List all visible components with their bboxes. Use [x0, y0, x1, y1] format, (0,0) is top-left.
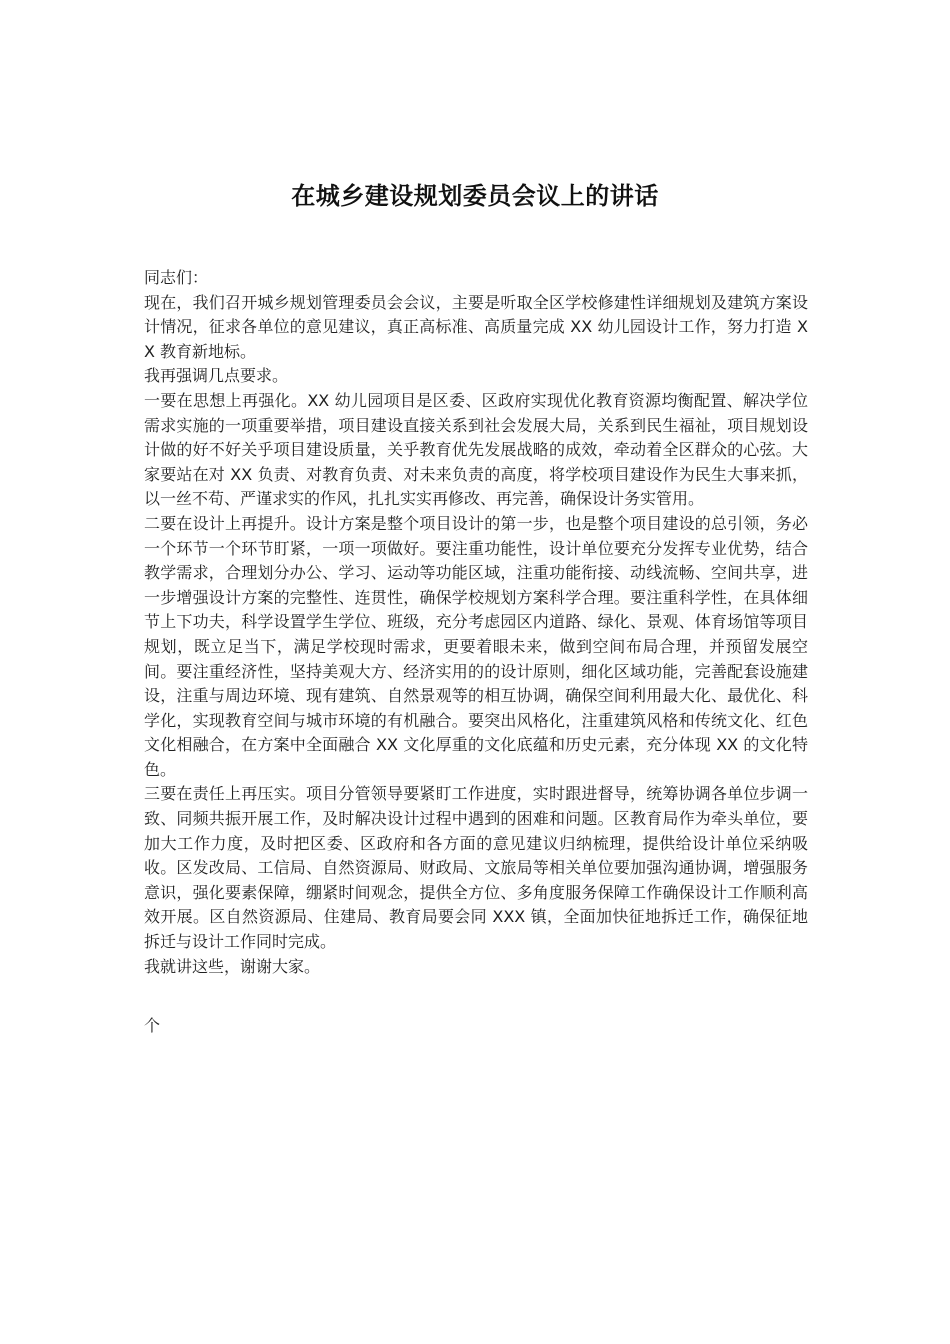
document-title: 在城乡建设规划委员会议上的讲话 [291, 182, 659, 210]
paragraph-point-one: 一要在思想上再强化。XX 幼儿园项目是区委、区政府实现优化教育资源均衡配置、解决学位需求实施的一项重要举措，项目建设直接关系到社会发展大局，关系到民生福祉，项目规划设计做的好不好关乎项目建设质量，关乎教育优先发展战略的成效，牵动着全区群众的心弦。大家要站在对 XX 负责、对教育负责、对未来负责的高度，将学校项目建设作为民生大事来抓，以一丝不苟、严谨求实的作风，扎扎实实再修改、再完善，确保设计务实管用。 [144, 390, 808, 509]
paragraph-intro: 现在，我们召开城乡规划管理委员会会议，主要是听取全区学校修建性详细规划及建筑方案设计情况，征求各单位的意见建议，真正高标准、高质量完成 XX 幼儿园设计工作，努力打造 XX 教育新地标。 [144, 292, 808, 361]
salutation: 同志们： [144, 268, 209, 287]
end-mark: 个 [144, 1016, 161, 1035]
paragraph-point-two: 二要在设计上再提升。设计方案是整个项目设计的第一步，也是整个项目建设的总引领，务必一个环节一个环节盯紧，一项一项做好。要注重功能性，设计单位要充分发挥专业优势，结合教学需求，合理划分办公、学习、运动等功能区域，注重功能衔接、动线流畅、空间共享，进一步增强设计方案的完整性、连贯性，确保学校规划方案科学合理。要注重科学性，在具体细节上下功夫，科学设置学生学位、班级，充分考虑园区内道路、绿化、景观、体育场馆等项目规划，既立足当下，满足学校现时需求，更要着眼未来，做到空间布局合理，并预留发展空间。要注重经济性，坚持美观大方、经济实用的的设计原则，细化区域功能，完善配套设施建设，注重与周边环境、现有建筑、自然景观等的相互协调，确保空间利用最大化、最优化、科学化，实现教育空间与城市环境的有机融合。要突出风格化，注重建筑风格和传统文化、红色文化相融合，在方案中全面融合 XX 文化厚重的文化底蕴和历史元素，充分体现 XX 的文化特色。 [144, 513, 808, 779]
paragraph-closing: 我就讲这些，谢谢大家。 [144, 956, 321, 976]
paragraph-point-three: 三要在责任上再压实。项目分管领导要紧盯工作进度，实时跟进督导，统筹协调各单位步调一致、同频共振开展工作，及时解决设计过程中遇到的困难和问题。区教育局作为牵头单位，要加大工作力度，及时把区委、区政府和各方面的意见建议归纳梳理，提供给设计单位采纳吸收。区发改局、工信局、自然资源局、财政局、文旅局等相关单位要加强沟通协调，增强服务意识，强化要素保障，绷紧时间观念，提供全方位、多角度服务保障工作确保设计工作顺利高效开展。区自然资源局、住建局、教育局要会同 XXX 镇，全面加快征地拆迁工作，确保征地拆迁与设计工作同时完成。 [144, 784, 808, 952]
document-body [144, 266, 808, 979]
paragraph-emphasis: 我再强调几点要求。 [144, 366, 289, 386]
